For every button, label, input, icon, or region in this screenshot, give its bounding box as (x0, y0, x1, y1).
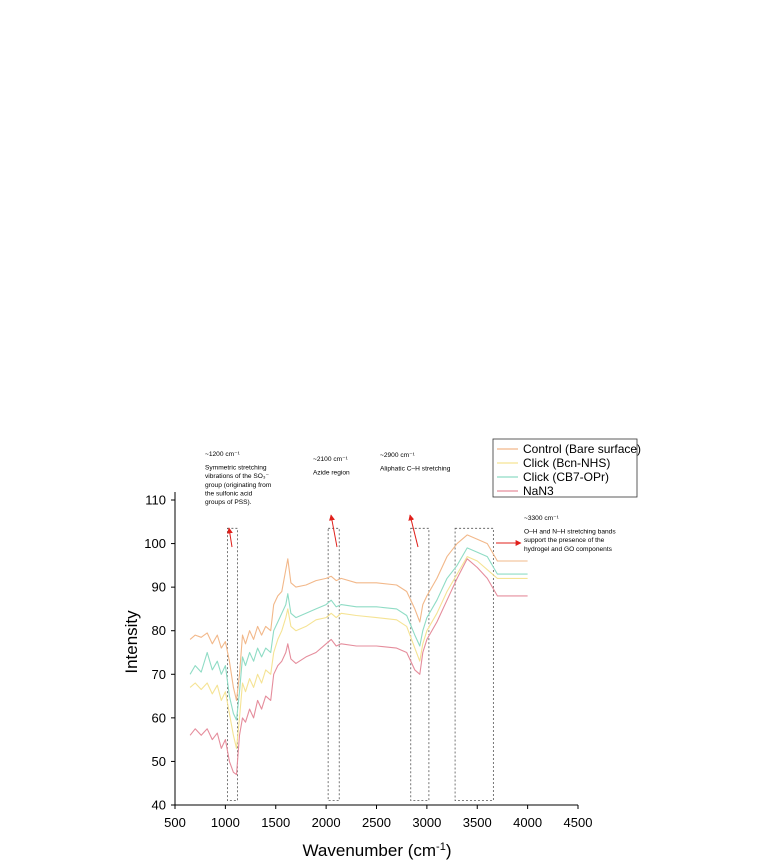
annotation-1200-arrow (229, 528, 232, 547)
annotation-1200-text-3: vibrations of the SO₃⁻ (205, 473, 270, 481)
x-ticks (164, 805, 592, 830)
annotation-1200-text-2: Symmetric stretching (205, 464, 267, 472)
legend (493, 439, 641, 498)
x-tick-label-3000: 3000 (412, 815, 442, 830)
annotation-2900-text-2: Aliphatic C–H stretching (380, 465, 451, 473)
x-axis-title-close: ) (445, 841, 452, 860)
annotation-2100-box (328, 528, 339, 800)
annotation-1200-text-4: group (originating from (205, 481, 272, 489)
y-tick-label-70: 70 (151, 666, 166, 682)
x-axis-title-sup: -1 (436, 841, 446, 853)
y-ticks (144, 493, 175, 813)
annotation-2100-arrow (331, 515, 337, 547)
x-tick-label-2500: 2500 (362, 815, 391, 830)
annotation-3300-text-0: ~3300 cm⁻¹ (524, 515, 559, 522)
x-tick-label-2000: 2000 (311, 815, 341, 830)
legend-label-2: Click (CB7-OPr) (523, 470, 609, 484)
annotation-3300-text-3: support the presence of the (524, 537, 605, 545)
annotation-3300-box (455, 528, 493, 800)
x-axis-title (303, 841, 452, 860)
annotation-2900-text-0: ~2900 cm⁻¹ (380, 452, 415, 459)
legend-label-3: NaN3 (523, 484, 554, 498)
annotation-3300-text-2: O–H and N–H stretching bands (524, 528, 616, 536)
x-axis-title-main: Wavenumber (cm (302, 841, 437, 860)
y-tick-label-40: 40 (151, 797, 166, 813)
annotation-2100-text-2: Azide region (313, 469, 350, 477)
y-tick-label-50: 50 (151, 753, 166, 769)
y-tick-label-110: 110 (145, 492, 166, 508)
annotation-1200-text-6: groups of PSS). (205, 499, 252, 506)
y-tick-label-100: 100 (144, 536, 166, 552)
x-tick-label-4000: 4000 (513, 815, 543, 830)
y-tick-label-90: 90 (151, 579, 166, 595)
annotation-3300-text-4: hydrogel and GO components (524, 545, 612, 553)
series-line-3 (190, 559, 527, 775)
legend-label-0: Control (Bare surface) (523, 442, 642, 456)
y-tick-label-60: 60 (151, 710, 166, 726)
x-tick-label-4500: 4500 (563, 815, 593, 830)
legend-label-1: Click (Bcn-NHS) (523, 456, 611, 470)
annotation-2900-box (411, 528, 429, 800)
x-tick-label-3500: 3500 (462, 815, 492, 830)
y-axis-title: Intensity (122, 610, 141, 674)
y-tick-label-80: 80 (151, 623, 166, 639)
series-lines (190, 535, 527, 775)
annotation-2900-arrow (410, 515, 418, 547)
series-line-2 (190, 548, 527, 720)
annotation-1200-text-5: the sulfonic acid (205, 490, 253, 498)
x-tick-label-1500: 1500 (261, 815, 291, 830)
annotation-1200-text-0: ~1200 cm⁻¹ (205, 451, 240, 458)
x-tick-label-1000: 1000 (210, 815, 240, 830)
x-tick-label-500: 500 (164, 815, 186, 830)
annotation-2100-text-0: ~2100 cm⁻¹ (313, 456, 348, 463)
